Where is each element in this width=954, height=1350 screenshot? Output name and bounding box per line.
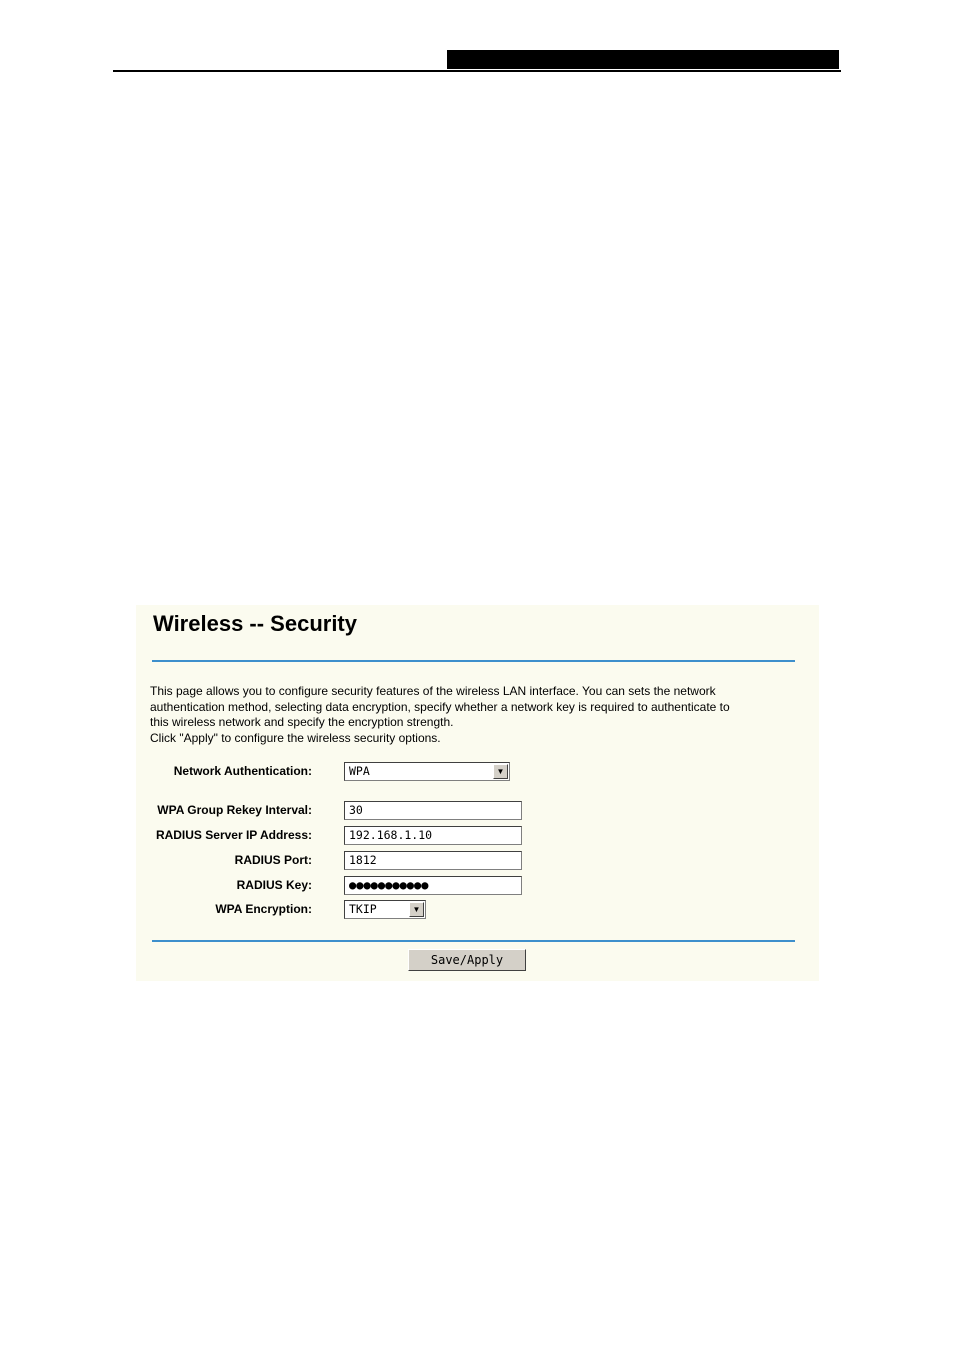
radius-port-input[interactable]: 1812 [344, 851, 522, 870]
description-line: Click "Apply" to configure the wireless security options. [150, 731, 441, 746]
wpa-encryption-select[interactable] [344, 900, 426, 919]
bottom-divider [152, 940, 795, 942]
wireless-security-panel [136, 605, 819, 981]
radius-ip-label: RADIUS Server IP Address: [155, 828, 312, 842]
rekey-interval-input[interactable]: 30 [344, 801, 522, 820]
description-line: This page allows you to configure security features of the wireless LAN interface. You can sets the network [150, 684, 716, 698]
page-description [150, 684, 790, 747]
save-apply-button[interactable]: Save/Apply [408, 949, 526, 971]
radius-ip-input[interactable]: 192.168.1.10 [344, 826, 522, 845]
network-auth-value: WPA [349, 764, 370, 778]
top-divider [152, 660, 795, 662]
description-line: authentication method, selecting data encryption, specify whether a network key is required to authenticate to [150, 699, 730, 714]
network-auth-label: Network Authentication: [173, 764, 312, 778]
chevron-down-icon[interactable]: ▼ [409, 902, 424, 917]
wpa-encryption-value: TKIP [349, 902, 377, 916]
document-header-rule [113, 70, 841, 72]
document-header-bar [447, 50, 839, 69]
rekey-interval-label: WPA Group Rekey Interval: [157, 803, 312, 817]
chevron-down-icon[interactable]: ▼ [493, 764, 508, 779]
page-title: Wireless -- Security [153, 611, 357, 636]
network-auth-select[interactable] [344, 762, 510, 781]
radius-key-label: RADIUS Key: [236, 878, 312, 892]
radius-key-input[interactable]: ●●●●●●●●●●● [344, 876, 522, 895]
radius-port-label: RADIUS Port: [234, 853, 312, 867]
wpa-encryption-label: WPA Encryption: [215, 902, 312, 916]
description-line: this wireless network and specify the encryption strength. [150, 715, 454, 730]
